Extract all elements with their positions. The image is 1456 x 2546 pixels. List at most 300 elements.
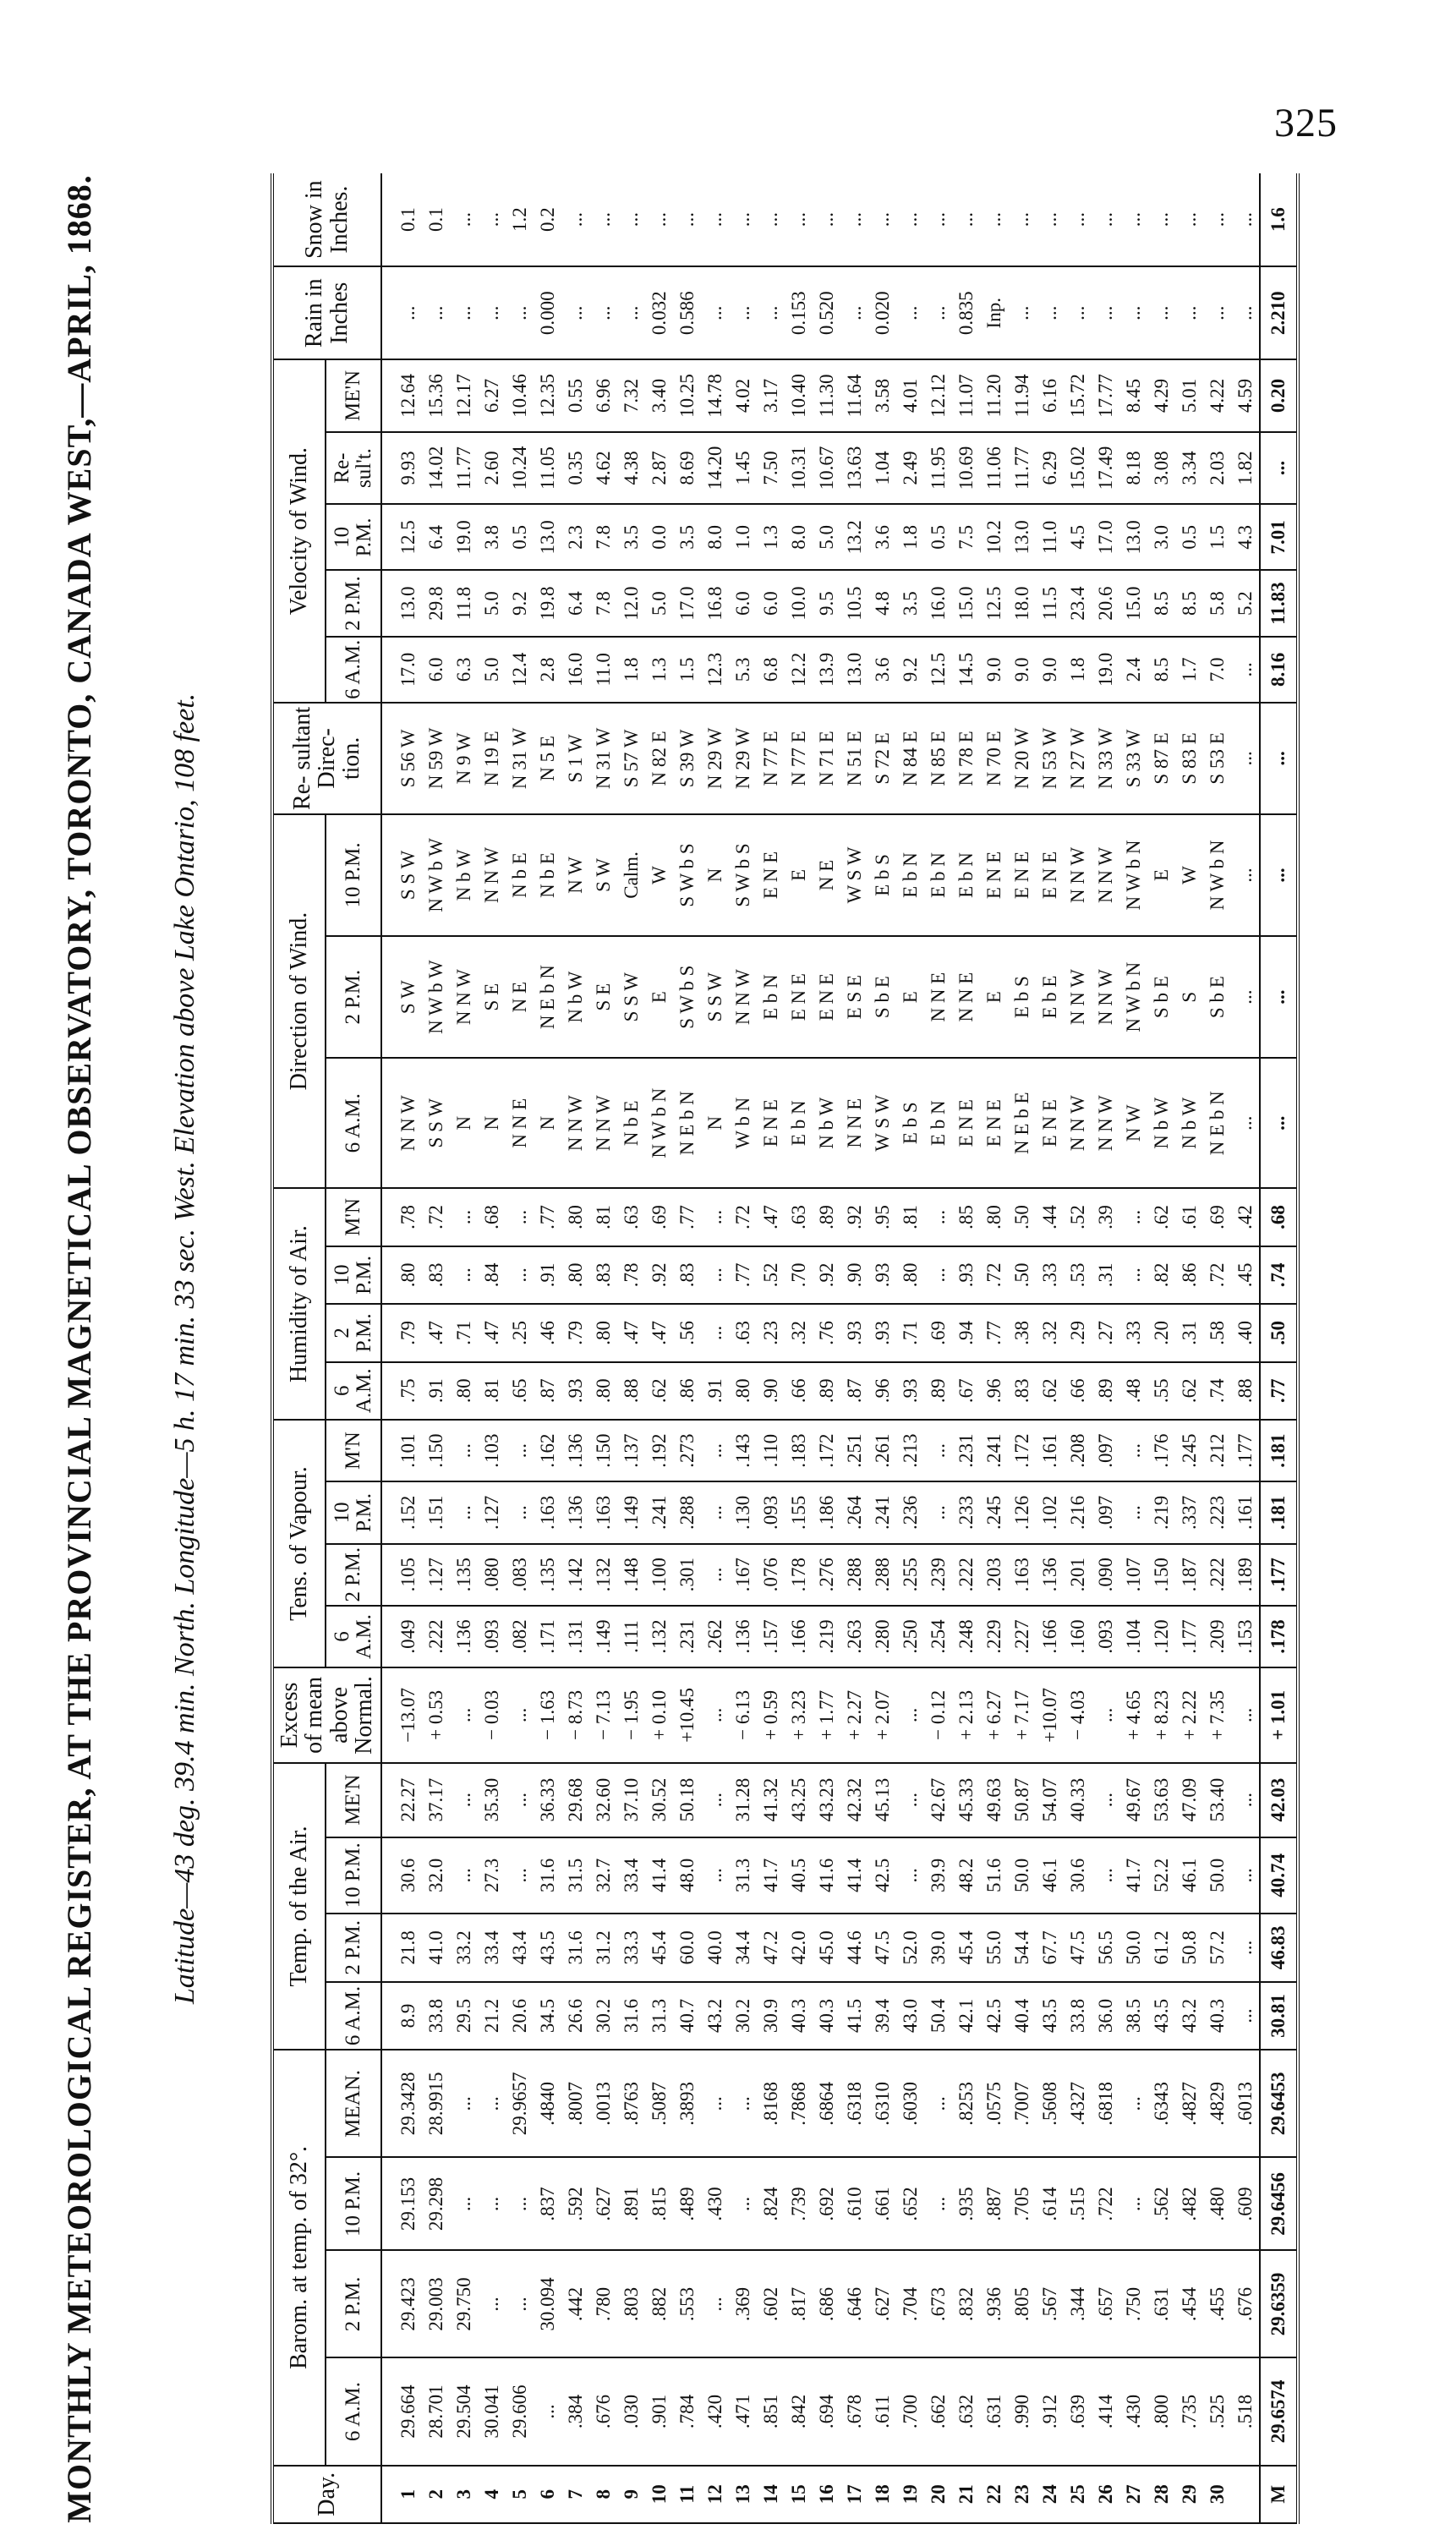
data-cell: .602 [757,2250,785,2357]
table-row [1119,173,1147,2523]
data-cell: .81 [896,1188,924,1246]
data-cell: ... [701,1667,729,1762]
data-cell: − 0.12 [924,1667,952,1762]
data-cell: 32.7 [589,1837,617,1914]
data-cell: .89 [1092,1362,1119,1420]
data-cell: 5.8 [1203,571,1231,637]
data-cell: 40.5 [785,1837,813,1914]
data-cell: S b E [1203,936,1231,1058]
data-cell: N 77 E [785,703,813,814]
data-cell: ... [506,1246,534,1304]
data-cell: ... [645,173,673,266]
data-cell: .132 [589,1544,617,1606]
data-cell: ... [1175,173,1203,266]
data-cell: .093 [478,1606,506,1667]
day-cell: 13 [729,2466,757,2523]
data-cell: .222 [1203,1544,1231,1606]
data-cell: 3.40 [645,359,673,432]
data-cell: .100 [645,1544,673,1606]
data-cell: N 85 E [924,703,952,814]
subheader: 10 P.M. [326,1481,381,1543]
data-cell: N N W [1092,1058,1119,1188]
data-cell: .87 [534,1362,561,1420]
data-cell: .93 [840,1304,868,1361]
data-cell: S 56 W [394,703,422,814]
data-cell: 6.29 [1036,432,1064,505]
data-cell: ... [1231,936,1260,1058]
summary-cell: 42.03 [1260,1763,1296,1837]
data-cell: N N W [478,814,506,936]
subheader: M'N [326,1188,381,1246]
data-cell: 10.0 [785,571,813,637]
day-cell [1231,2466,1260,2523]
data-cell: .86 [1175,1246,1203,1304]
data-cell: .815 [645,2157,673,2250]
data-cell: N b W [813,1058,840,1188]
data-cell: .076 [757,1544,785,1606]
data-cell: .62 [1175,1362,1203,1420]
data-cell: E b N [757,936,785,1058]
data-cell: 47.5 [868,1914,896,1982]
summary-cell: .181 [1260,1481,1296,1543]
table-row [534,173,561,2523]
data-cell: .891 [617,2157,645,2250]
day-cell: 4 [478,2466,506,2523]
data-cell: 33.8 [1064,1982,1092,2050]
table-row [1064,173,1092,2523]
data-cell: 7.8 [589,504,617,570]
subheader: 6 A.M. [326,2358,381,2466]
summary-cell: .68 [1260,1188,1296,1246]
data-cell: 29.5 [450,1982,478,2050]
data-cell: 36.0 [1092,1982,1119,2050]
data-cell: .127 [478,1481,506,1543]
data-cell: 12.5 [924,637,952,703]
data-cell: .097 [1092,1481,1119,1543]
data-cell: ... [1092,1837,1119,1914]
data-cell: 49.63 [980,1763,1008,1837]
data-cell: .489 [673,2157,701,2250]
data-cell: .090 [1092,1544,1119,1606]
summary-cell: 1.6 [1260,173,1296,266]
data-cell: .77 [980,1304,1008,1361]
data-cell: .75 [394,1362,422,1420]
data-cell: 43.0 [896,1982,924,2050]
data-cell: .4829 [1203,2050,1231,2157]
data-cell: N N E [506,1058,534,1188]
data-cell: 33.4 [478,1914,506,1982]
data-cell: ... [450,266,478,359]
data-cell: 15.0 [1119,571,1147,637]
data-cell: 41.7 [757,1837,785,1914]
data-cell: ... [450,1246,478,1304]
data-cell: ... [729,2050,757,2157]
subheader: 2 P.M. [326,1544,381,1606]
data-cell: .6310 [868,2050,896,2157]
data-cell: 13.63 [840,432,868,505]
data-cell: .55 [1147,1362,1175,1420]
data-cell: Inp. [980,266,1008,359]
data-cell: 40.3 [813,1982,840,2050]
data-cell: N 33 W [1092,703,1119,814]
data-cell: E b S [868,814,896,936]
data-cell: 1.45 [729,432,757,505]
data-cell: E S E [840,936,868,1058]
data-cell: 31.6 [534,1837,561,1914]
data-cell: 46.1 [1175,1837,1203,1914]
data-cell: .69 [1203,1188,1231,1246]
data-cell: 45.0 [813,1914,840,1982]
data-cell: 36.33 [534,1763,561,1837]
data-cell: ... [1175,266,1203,359]
table-row [980,173,1008,2523]
data-cell: 11.5 [1036,571,1064,637]
data-cell: N E b N [534,936,561,1058]
data-cell: 50.0 [1119,1914,1147,1982]
data-cell: ... [701,2250,729,2357]
data-cell: .6818 [1092,2050,1119,2157]
data-cell: .694 [813,2358,840,2466]
data-cell: .662 [924,2358,952,2466]
data-cell: .093 [757,1481,785,1543]
data-cell: ... [1064,173,1092,266]
data-cell: .47 [757,1188,785,1246]
data-cell: .700 [896,2358,924,2466]
data-cell: .3893 [673,2050,701,2157]
data-cell: .219 [813,1606,840,1667]
data-cell: 33.3 [617,1914,645,1982]
day-cell: 12 [701,2466,729,2523]
data-cell: N 31 W [589,703,617,814]
subheader: 2 P.M. [326,936,381,1058]
data-cell: .6343 [1147,2050,1175,2157]
data-cell: 18.0 [1008,571,1036,637]
day-cell: 8 [589,2466,617,2523]
subheader: 6 A.M. [326,637,381,703]
data-cell: ... [450,1481,478,1543]
data-cell: 17.0 [394,637,422,703]
data-cell: 13.0 [1119,504,1147,570]
subheader: Re- sul't. [326,432,381,505]
data-cell: 30.2 [589,1982,617,2050]
data-cell: 4.01 [896,359,924,432]
data-cell: .63 [785,1188,813,1246]
data-cell: + 2.27 [840,1667,868,1762]
data-cell: 35.30 [478,1763,506,1837]
data-cell: N 77 E [757,703,785,814]
data-cell: 4.29 [1147,359,1175,432]
data-cell: 19.0 [1092,637,1119,703]
data-cell: .80 [450,1362,478,1420]
data-cell: 50.87 [1008,1763,1036,1837]
data-cell: .62 [1147,1188,1175,1246]
summary-cell: ... [1260,936,1296,1058]
data-cell: ... [785,173,813,266]
data-cell: .631 [1147,2250,1175,2357]
data-cell: S S W [617,936,645,1058]
data-cell: 52.0 [896,1914,924,1982]
data-cell: W [645,814,673,936]
data-cell: .70 [785,1246,813,1304]
data-cell: 0.520 [813,266,840,359]
data-cell: 15.0 [952,571,980,637]
data-cell: 0.55 [561,359,589,432]
data-cell: .69 [645,1188,673,1246]
data-cell: 0.000 [534,266,561,359]
data-cell: 29.8 [422,571,450,637]
data-cell: N N E [924,936,952,1058]
data-cell: .178 [785,1544,813,1606]
data-cell: + 2.22 [1175,1667,1203,1762]
data-cell: 0.032 [645,266,673,359]
data-cell: N N E [840,1058,868,1188]
data-cell: .47 [478,1304,506,1361]
data-cell: 14.5 [952,637,980,703]
data-cell: .935 [952,2157,980,2250]
data-cell: 7.32 [617,359,645,432]
data-cell: 22.27 [394,1763,422,1837]
data-cell: .189 [1231,1544,1260,1606]
data-cell: 8.5 [1147,637,1175,703]
data-cell: .161 [1231,1481,1260,1543]
data-cell: E b N [785,1058,813,1188]
data-cell: 6.3 [450,637,478,703]
data-cell: ... [701,1304,729,1361]
day-cell: 24 [1036,2466,1064,2523]
data-cell: 37.17 [422,1763,450,1837]
data-cell: .245 [1175,1420,1203,1481]
data-cell: ... [924,2157,952,2250]
data-cell: N E [506,936,534,1058]
data-cell: E N E [757,1058,785,1188]
data-cell: 1.2 [506,173,534,266]
data-cell: .686 [813,2250,840,2357]
data-cell: 17.0 [673,571,701,637]
data-cell: N 9 W [450,703,478,814]
data-cell: 13.0 [840,637,868,703]
data-cell: − 8.73 [561,1667,589,1762]
data-cell: 3.5 [617,504,645,570]
data-cell: 11.05 [534,432,561,505]
data-cell: ... [1008,266,1036,359]
day-cell: 3 [450,2466,478,2523]
data-cell: .101 [394,1420,422,1481]
data-cell: ... [924,173,952,266]
data-cell: .676 [1231,2250,1260,2357]
data-cell: 1.0 [729,504,757,570]
table-row [896,173,924,2523]
data-cell: S 87 E [1147,703,1175,814]
data-cell: 42.5 [980,1982,1008,2050]
data-cell: .837 [534,2157,561,2250]
data-cell: .817 [785,2250,813,2357]
data-cell: .80 [561,1188,589,1246]
data-cell: 8.0 [785,504,813,570]
data-cell: ... [1231,703,1260,814]
summary-cell: .50 [1260,1304,1296,1361]
subheader: 10 P.M. [326,814,381,936]
data-cell: 10.46 [506,359,534,432]
data-cell: 4.59 [1231,359,1260,432]
data-cell: + 0.10 [645,1667,673,1762]
data-cell: .610 [840,2157,868,2250]
day-cell: 29 [1175,2466,1203,2523]
data-cell: 6.16 [1036,359,1064,432]
data-cell: 20.6 [506,1982,534,2050]
data-cell: .160 [1064,1606,1092,1667]
data-cell: .241 [645,1481,673,1543]
data-cell: 29.153 [394,2157,422,2250]
data-cell: 11.30 [813,359,840,432]
data-cell: ... [394,266,422,359]
data-cell: .8763 [617,2050,645,2157]
data-cell: 40.33 [1064,1763,1092,1837]
data-cell: 11.77 [1008,432,1036,505]
data-cell: N [701,1058,729,1188]
data-cell: +10.07 [1036,1667,1064,1762]
data-cell: 12.5 [980,571,1008,637]
data-cell: 0.5 [924,504,952,570]
data-cell: 41.0 [422,1914,450,1982]
data-cell: .127 [422,1544,450,1606]
data-cell: .251 [840,1420,868,1481]
data-cell: 13.0 [534,504,561,570]
data-cell: 8.69 [673,432,701,505]
data-cell: .69 [924,1304,952,1361]
data-cell: .89 [813,1188,840,1246]
day-cell: 18 [868,2466,896,2523]
data-cell: 2.60 [478,432,506,505]
table-row [478,173,506,2523]
data-cell: ... [422,266,450,359]
data-cell: S E [478,936,506,1058]
data-cell: + 0.53 [422,1667,450,1762]
table-row [924,173,952,2523]
table-body [381,173,1296,2523]
subheader: 2 P.M. [326,2250,381,2357]
data-cell: .130 [729,1481,757,1543]
data-cell: .280 [868,1606,896,1667]
summary-cell: 29.6453 [1260,2050,1296,2157]
data-cell: .84 [478,1246,506,1304]
data-cell: 27.3 [478,1837,506,1914]
data-cell: 10.2 [980,504,1008,570]
data-cell: 39.0 [924,1914,952,1982]
data-cell: .163 [589,1481,617,1543]
data-cell: 13.0 [394,571,422,637]
data-cell: 16.8 [701,571,729,637]
data-cell: .77 [673,1188,701,1246]
data-cell: 11.64 [840,359,868,432]
data-cell: .518 [1231,2358,1260,2466]
summary-cell: ... [1260,703,1296,814]
data-cell: N b W [561,936,589,1058]
data-cell: .89 [924,1362,952,1420]
data-cell: N W b W [422,936,450,1058]
data-cell: 11.0 [589,637,617,703]
data-cell: ... [1231,266,1260,359]
table-row [1092,173,1119,2523]
data-cell: ... [896,173,924,266]
data-cell: E [980,936,1008,1058]
data-cell: 11.77 [450,432,478,505]
data-cell: .39 [1092,1188,1119,1246]
summary-cell: ... [1260,814,1296,936]
day-cell: 17 [840,2466,868,2523]
data-cell: 9.93 [394,432,422,505]
data-cell: S 83 E [1175,703,1203,814]
data-cell: E b N [924,1058,952,1188]
data-cell: 30.52 [645,1763,673,1837]
data-cell: .735 [1175,2358,1203,2466]
data-cell: .614 [1036,2157,1064,2250]
data-cell: .887 [980,2157,1008,2250]
data-cell: .337 [1175,1481,1203,1543]
data-cell: .150 [589,1420,617,1481]
data-cell: .137 [617,1420,645,1481]
data-cell: N 71 E [813,703,840,814]
day-cell: 23 [1008,2466,1036,2523]
data-cell: .52 [1064,1188,1092,1246]
data-cell: N b W [1175,1058,1203,1188]
data-cell: ... [1119,2157,1147,2250]
data-cell: 30.041 [478,2358,506,2466]
data-cell: E b N [924,814,952,936]
data-cell: 11.06 [980,432,1008,505]
data-cell: .080 [478,1544,506,1606]
data-cell: .29 [1064,1304,1092,1361]
data-cell: N W [561,814,589,936]
data-cell: .135 [534,1544,561,1606]
data-cell: 3.58 [868,359,896,432]
data-cell: N N W [589,1058,617,1188]
data-cell: ... [729,173,757,266]
data-cell: .186 [813,1481,840,1543]
data-cell: N 27 W [1064,703,1092,814]
data-cell: S 1 W [561,703,589,814]
subheader: 6 A.M. [326,1058,381,1188]
data-cell: ... [952,173,980,266]
day-cell: 22 [980,2466,1008,2523]
data-cell: .254 [924,1606,952,1667]
subheader: 10 P.M. [326,2157,381,2250]
data-cell: ... [506,2250,534,2357]
data-cell: 40.0 [701,1914,729,1982]
table-row [506,173,534,2523]
data-cell: 50.0 [1203,1837,1231,1914]
data-cell: .93 [868,1304,896,1361]
data-cell: W S W [868,1058,896,1188]
data-cell: ... [617,173,645,266]
data-cell: ... [701,1188,729,1246]
data-cell: 6.0 [757,571,785,637]
data-cell: 42.32 [840,1763,868,1837]
data-cell: ... [506,266,534,359]
data-cell: 41.5 [840,1982,868,2050]
data-cell: .832 [952,2250,980,2357]
data-cell: 47.09 [1175,1763,1203,1837]
data-cell: 7.0 [1203,637,1231,703]
data-cell: 4.5 [1064,504,1092,570]
data-cell: 3.34 [1175,432,1203,505]
data-cell: .78 [617,1246,645,1304]
data-cell: .63 [729,1304,757,1361]
data-cell: .33 [1036,1246,1064,1304]
day-cell: 1 [394,2466,422,2523]
data-cell: 57.2 [1203,1914,1231,1982]
data-cell: − 7.13 [589,1667,617,1762]
data-cell: ... [561,173,589,266]
